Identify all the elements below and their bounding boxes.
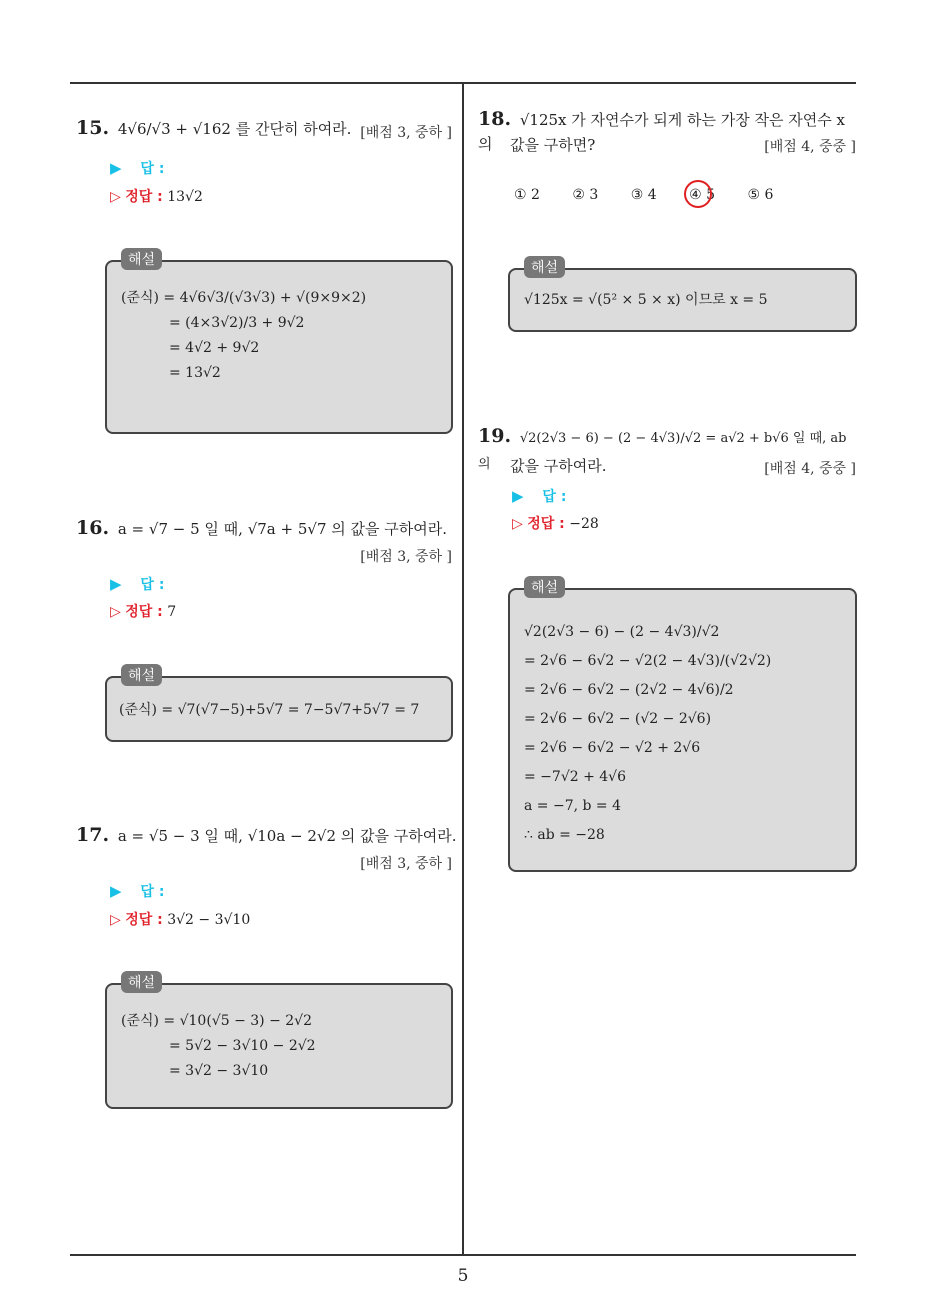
correct-row bbox=[512, 513, 599, 533]
solution-line: (준식) = √7(√7−5)+5√7 = 7−5√7+5√7 = 7 bbox=[119, 702, 420, 718]
answer-label: 답 : bbox=[140, 884, 165, 900]
solution-line: = 2√6 − 6√2 − (2√2 − 4√6)/2 bbox=[524, 682, 734, 698]
solution-line: √2(2√3 − 6) − (2 − 4√3)/√2 bbox=[524, 624, 720, 640]
solution-line: = −7√2 + 4√6 bbox=[524, 769, 627, 785]
problem-number: 15. bbox=[76, 117, 110, 139]
solution-line: √125x = √(5² × 5 × x) 이므로 x = 5 bbox=[524, 292, 768, 308]
explanation-tag: 해설 bbox=[121, 971, 162, 993]
solution-line: = 13√2 bbox=[169, 365, 221, 381]
correct-row bbox=[110, 186, 203, 206]
explanation-box bbox=[508, 260, 857, 332]
correct-answer: 13√2 bbox=[167, 189, 203, 205]
answer-row bbox=[110, 881, 164, 901]
explanation-lines bbox=[121, 286, 366, 386]
choice-5[interactable]: ⑤ 6 bbox=[747, 187, 774, 203]
problem-17 bbox=[76, 823, 462, 848]
correct-answer: −28 bbox=[569, 516, 599, 532]
bottom-rule bbox=[70, 1254, 856, 1256]
solution-line: = 5√2 − 3√10 − 2√2 bbox=[169, 1038, 316, 1054]
play-arrow-icon: ▶ bbox=[512, 487, 524, 505]
points-badge: [배점 3, 중하 ] bbox=[360, 856, 452, 872]
explanation-lines bbox=[524, 618, 771, 850]
solution-line: ∴ ab = −28 bbox=[524, 827, 605, 843]
solution-line: a = −7, b = 4 bbox=[524, 798, 622, 814]
solution-line: = 2√6 − 6√2 − (√2 − 2√6) bbox=[524, 711, 712, 727]
points-badge: [배점 4, 중중 ] bbox=[764, 461, 856, 477]
answer-label: 답 : bbox=[542, 489, 567, 505]
answer-row bbox=[110, 574, 164, 594]
answer-label: 답 : bbox=[140, 577, 165, 593]
question-text: a = √5 − 3 일 때, √10a − 2√2 의 값을 구하여라. bbox=[117, 827, 457, 845]
triangle-outline-icon: ▷ bbox=[110, 912, 121, 928]
correct-label: 정답 : bbox=[125, 604, 163, 620]
choice-2[interactable]: ② 3 bbox=[572, 187, 599, 203]
explanation-tag: 해설 bbox=[121, 664, 162, 686]
correct-label: 정답 : bbox=[125, 189, 163, 205]
explanation-lines bbox=[524, 288, 768, 313]
solution-line: = 2√6 − 6√2 − √2(2 − 4√3)/(√2√2) bbox=[524, 653, 772, 669]
question-text: a = √7 − 5 일 때, √7a + 5√7 의 값을 구하여라. bbox=[117, 520, 447, 538]
explanation-tag: 해설 bbox=[524, 256, 565, 278]
choice-list bbox=[514, 187, 801, 203]
solution-line: = (4×3√2)/3 + 9√2 bbox=[169, 315, 305, 331]
question-text: 4√6/√3 + √162 를 간단히 하여라. bbox=[117, 120, 352, 138]
choice-4[interactable] bbox=[689, 187, 715, 203]
correct-row bbox=[110, 601, 176, 621]
play-arrow-icon: ▶ bbox=[110, 159, 122, 177]
explanation-lines bbox=[121, 1009, 316, 1084]
explanation-box bbox=[105, 975, 453, 1109]
answer-label: 답 : bbox=[140, 161, 165, 177]
choice-4-label: ④ 5 bbox=[689, 187, 716, 203]
explanation-tag: 해설 bbox=[121, 248, 162, 270]
explanation-box bbox=[105, 668, 453, 742]
answer-row bbox=[110, 158, 164, 178]
problem-number: 18. bbox=[478, 108, 512, 130]
explanation-box bbox=[508, 580, 857, 872]
triangle-outline-icon: ▷ bbox=[512, 516, 523, 532]
problem-number: 19. bbox=[478, 425, 512, 447]
problem-number: 17. bbox=[76, 824, 110, 846]
solution-line: = 4√2 + 9√2 bbox=[169, 340, 260, 356]
triangle-outline-icon: ▷ bbox=[110, 604, 121, 620]
choice-1[interactable]: ① 2 bbox=[514, 187, 540, 203]
points-badge: [배점 4, 중중 ] bbox=[764, 139, 856, 155]
solution-line: (준식) = 4√6√3/(√3√3) + √(9×9×2) bbox=[121, 290, 367, 306]
choice-3[interactable]: ③ 4 bbox=[630, 187, 657, 203]
question-continuation: 값을 구하여라. bbox=[510, 457, 607, 475]
question-continuation: 값을 구하면? bbox=[510, 136, 596, 154]
correct-label: 정답 : bbox=[125, 912, 163, 928]
answer-row bbox=[512, 486, 566, 506]
explanation-tag: 해설 bbox=[524, 576, 565, 598]
play-arrow-icon: ▶ bbox=[110, 575, 122, 593]
question-text: √125x 가 자연수가 되게 하는 가장 작은 자연수 x 의 bbox=[478, 111, 845, 153]
problem-16 bbox=[76, 516, 456, 541]
question-text: √2(2√3 − 6) − (2 − 4√3)/√2 = a√2 + b√6 일 때, ab 의 bbox=[478, 431, 847, 472]
triangle-outline-icon: ▷ bbox=[110, 189, 121, 205]
page-number: 5 bbox=[457, 1266, 469, 1286]
selected-circle-icon bbox=[684, 180, 712, 208]
correct-row bbox=[110, 909, 250, 929]
correct-answer: 3√2 − 3√10 bbox=[167, 912, 251, 928]
play-arrow-icon: ▶ bbox=[110, 882, 122, 900]
correct-label: 정답 : bbox=[527, 516, 565, 532]
problem-number: 16. bbox=[76, 517, 110, 539]
solution-line: = 2√6 − 6√2 − √2 + 2√6 bbox=[524, 740, 701, 756]
points-badge: [배점 3, 중하 ] bbox=[360, 549, 452, 565]
solution-line: (준식) = √10(√5 − 3) − 2√2 bbox=[121, 1013, 312, 1029]
explanation-box bbox=[105, 252, 453, 434]
correct-answer: 7 bbox=[167, 604, 177, 620]
solution-line: = 3√2 − 3√10 bbox=[169, 1063, 269, 1079]
points-badge: [배점 3, 중하 ] bbox=[360, 125, 452, 141]
explanation-lines bbox=[119, 698, 419, 723]
column-divider bbox=[462, 84, 464, 1256]
